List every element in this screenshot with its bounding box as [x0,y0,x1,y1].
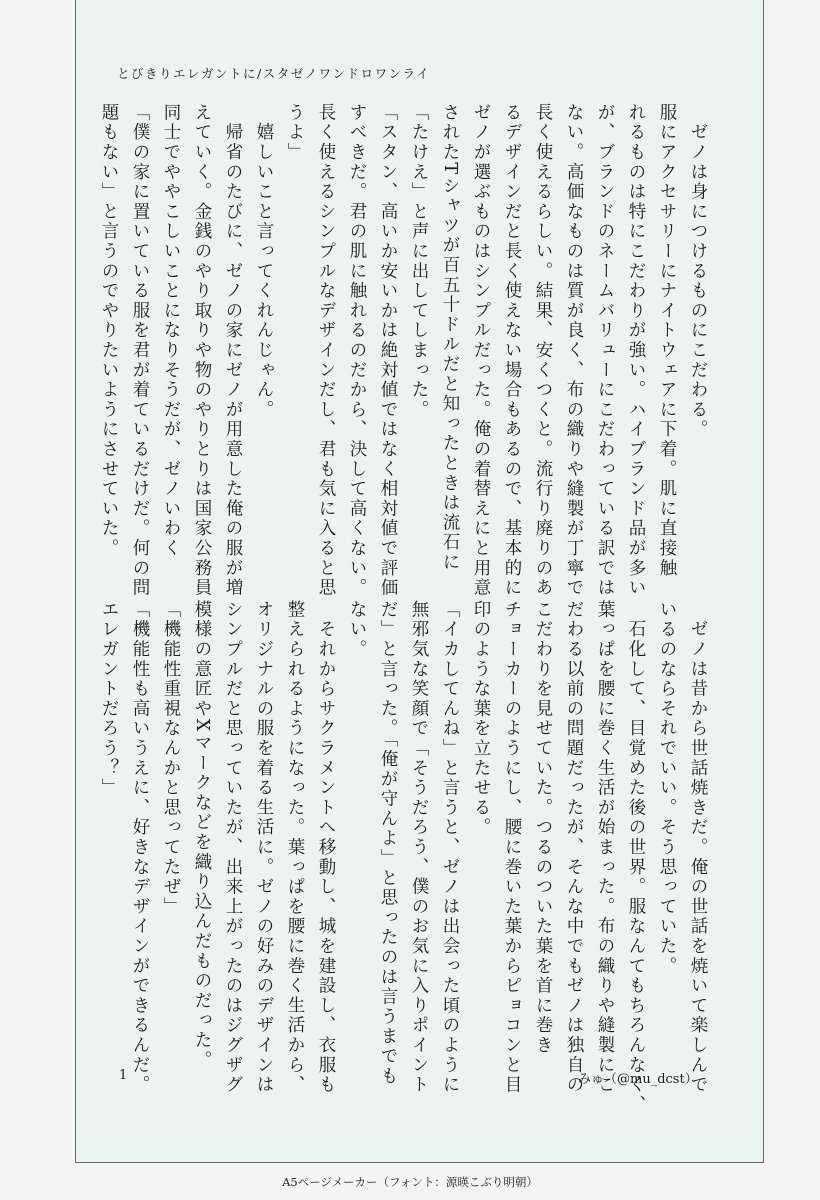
generator-credit: A5ページメーカー（フォント：源暎こぶり明朝） [282,1175,538,1189]
lower-text-block: ゼノは昔から世話焼きだ。俺の世話を焼いて楽しんで いるのならそれでいい。そう思っていた。 石化して、目覚めた後の世界。服なんてもちろんなく、 葉っぱを腰に巻く生活が始まった。布の織りや縫製にこ だわる以前の問題だったが、そんな中でもゼノは独自の こだわりを見せていた。つるのついた葉を首に巻き チョーカーのようにし、腰に巻いた葉からピョコンと目 印のような葉を立たせる。 「イカしてんね」と言うと、ゼノは出会った頃のように 無邪気な笑顔で「そうだろう、僕のお気に入りポイント だ」と言った。「俺が守んよ」と思ったのは言うまでも ない。 それからサクラメントへ移動し、城を建設し、衣服も 整えられるようになった。葉っぱを腰に巻く生活から、 オリジナルの服を着る生活に。ゼノの好みのデザインは シンプルだと思っていたが、出来上がったのはジグザグ 模様の意匠やXマークなどを織り込んだものだった。 「機能性重視なんかと思ってたぜ」 「機能性も高いうえに、好きなデザインができるんだ。 エレガントだろう？」 [99,600,708,1115]
page-number: 1 [119,1068,128,1083]
upper-text-block: ゼノは身につけるものにこだわる。 服にアクセサリーにナイトウェアに下着。肌に直接触 れるものは特にこだわりが強い。ハイブランド品が多い が、ブランドのネームバリューにこだわっている訳では ない。高価なものは質が良く、布の織りや縫製が丁寧で 長く使えるらしい。結果、安くつくと。流行り廃りのあ るデザインだと長く使えない場合もあるので、基本的に ゼノが選ぶものはシンプルだった。俺の着替えにと用意 されたTシャツが百五十ドルだと知ったときは流石に 「たけえ」と声に出してしまった。 「スタン、高いか安いかは絶対値ではなく相対値で評価 すべきだ。君の肌に触れるのだから、決して高くない。 長く使えるシンプルなデザインだし、君も気に入ると思 うよ」 嬉しいこと言ってくれんじゃん。 帰省のたびに、ゼノの家にゼノが用意した俺の服が増 えていく。金銭のやり取りや物のやりとりは国家公務員 同士でややこしいことになりそうだが、ゼノいわく 「僕の家に置いている服を君が着ているだけだ。何の問 題もない」と言うのでやりたいようにさせていた。 [99,103,708,598]
page-header-title: とびきりエレガントに/スタゼノワンドロワンライ [117,66,431,81]
author-credit: みゅ（@mu_dcst） [578,1072,698,1087]
